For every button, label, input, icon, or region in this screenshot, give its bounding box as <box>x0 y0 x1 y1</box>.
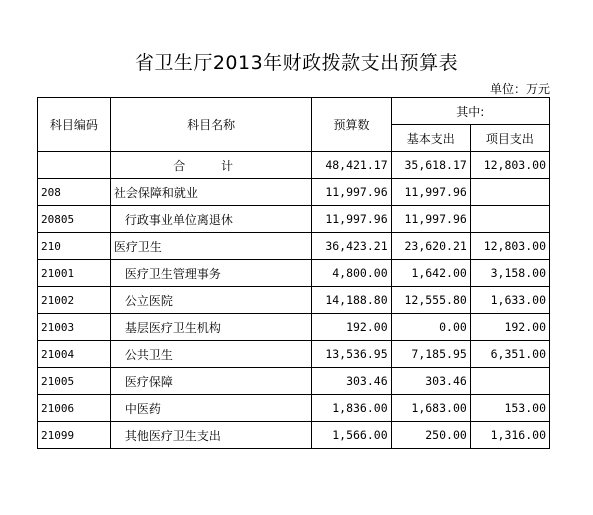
table-row <box>38 395 550 422</box>
cell-name: 基层医疗卫生机构 <box>110 314 312 341</box>
cell-basic: 303.46 <box>391 368 470 395</box>
header-name: 科目名称 <box>110 98 312 152</box>
cell-project: 12,803.00 <box>470 152 549 179</box>
table-row <box>38 341 550 368</box>
cell-budget: 48,421.17 <box>312 152 391 179</box>
cell-code: 21001 <box>38 260 111 287</box>
cell-project <box>470 368 549 395</box>
budget-table <box>37 97 550 449</box>
cell-project <box>470 206 549 233</box>
cell-budget: 1,836.00 <box>312 395 391 422</box>
cell-name: 医疗卫生 <box>110 233 312 260</box>
table-header <box>38 98 550 152</box>
header-of-which: 其中: <box>391 98 549 125</box>
table-row <box>38 233 550 260</box>
table-row <box>38 179 550 206</box>
unit-label: 单位：万元 <box>489 82 550 96</box>
cell-name: 医疗保障 <box>110 368 312 395</box>
cell-project: 1,633.00 <box>470 287 549 314</box>
cell-basic: 35,618.17 <box>391 152 470 179</box>
cell-name: 公共卫生 <box>110 341 312 368</box>
cell-budget: 11,997.96 <box>312 206 391 233</box>
cell-name: 公立医院 <box>110 287 312 314</box>
header-basic: 基本支出 <box>391 125 470 152</box>
cell-code: 21002 <box>38 287 111 314</box>
header-budget: 预算数 <box>312 98 391 152</box>
cell-basic: 12,555.80 <box>391 287 470 314</box>
cell-budget: 13,536.95 <box>312 341 391 368</box>
cell-code <box>38 152 111 179</box>
cell-code: 208 <box>38 179 111 206</box>
cell-budget: 36,423.21 <box>312 233 391 260</box>
cell-budget: 192.00 <box>312 314 391 341</box>
cell-basic: 11,997.96 <box>391 206 470 233</box>
table-row <box>38 368 550 395</box>
cell-basic: 250.00 <box>391 422 470 449</box>
cell-basic: 7,185.95 <box>391 341 470 368</box>
table-row <box>38 260 550 287</box>
cell-budget: 4,800.00 <box>312 260 391 287</box>
cell-name: 中医药 <box>110 395 312 422</box>
cell-budget: 303.46 <box>312 368 391 395</box>
cell-project: 3,158.00 <box>470 260 549 287</box>
header-code: 科目编码 <box>38 98 111 152</box>
cell-project: 153.00 <box>470 395 549 422</box>
header-project: 项目支出 <box>470 125 549 152</box>
cell-basic: 11,997.96 <box>391 179 470 206</box>
table-body <box>38 152 550 449</box>
cell-code: 21099 <box>38 422 111 449</box>
cell-name: 合 计 <box>110 152 312 179</box>
cell-project: 6,351.00 <box>470 341 549 368</box>
table-row <box>38 206 550 233</box>
cell-basic: 1,683.00 <box>391 395 470 422</box>
cell-project: 12,803.00 <box>470 233 549 260</box>
cell-basic: 23,620.21 <box>391 233 470 260</box>
cell-project: 192.00 <box>470 314 549 341</box>
cell-code: 20805 <box>38 206 111 233</box>
cell-code: 21003 <box>38 314 111 341</box>
table-row <box>38 287 550 314</box>
cell-project <box>470 179 549 206</box>
cell-name: 行政事业单位离退休 <box>110 206 312 233</box>
table-row <box>38 422 550 449</box>
cell-code: 210 <box>38 233 111 260</box>
cell-name: 其他医疗卫生支出 <box>110 422 312 449</box>
cell-budget: 14,188.80 <box>312 287 391 314</box>
page-title: 省卫生厅2013年财政拨款支出预算表 <box>134 52 459 74</box>
cell-basic: 1,642.00 <box>391 260 470 287</box>
cell-name: 社会保障和就业 <box>110 179 312 206</box>
cell-budget: 11,997.96 <box>312 179 391 206</box>
cell-basic: 0.00 <box>391 314 470 341</box>
cell-name: 医疗卫生管理事务 <box>110 260 312 287</box>
table-row-total <box>38 152 550 179</box>
cell-budget: 1,566.00 <box>312 422 391 449</box>
cell-project: 1,316.00 <box>470 422 549 449</box>
cell-code: 21006 <box>38 395 111 422</box>
cell-code: 21005 <box>38 368 111 395</box>
cell-code: 21004 <box>38 341 111 368</box>
table-row <box>38 314 550 341</box>
